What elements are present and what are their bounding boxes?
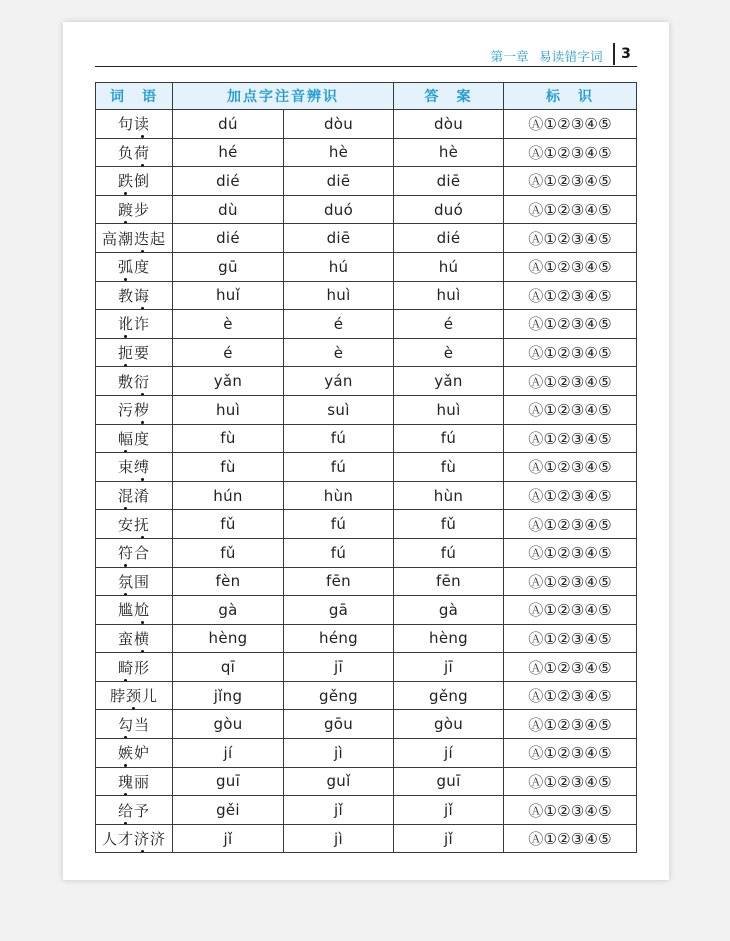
word-text: 蛮横 [117,629,151,648]
table-row [96,395,637,424]
word-cell [96,796,173,825]
word-cell [96,710,173,739]
word-cell [96,224,173,253]
answer-cell: jǐ [394,796,504,825]
answer-cell: gěng [394,681,504,710]
choice-a-cell: huì [173,395,284,424]
answer-cell: fù [394,453,504,482]
mark-cell[interactable]: Ⓐ①②③④⑤ [504,138,637,167]
choice-a-cell: hún [173,481,284,510]
table-row [96,796,637,825]
mark-cell[interactable]: Ⓐ①②③④⑤ [504,110,637,139]
word-cell [96,424,173,453]
answer-cell: fǔ [394,510,504,539]
answer-cell: duó [394,195,504,224]
answer-cell: è [394,338,504,367]
choice-a-cell: gà [173,596,284,625]
word-text: 人才济济 [101,830,167,849]
table-row [96,281,637,310]
page-header [95,46,637,67]
answer-cell: diē [394,167,504,196]
mark-cell[interactable]: Ⓐ①②③④⑤ [504,281,637,310]
mark-cell[interactable]: Ⓐ①②③④⑤ [504,710,637,739]
table-row [96,338,637,367]
mark-cell[interactable]: Ⓐ①②③④⑤ [504,453,637,482]
answer-cell: gòu [394,710,504,739]
word-text: 敷衍 [117,372,151,391]
word-text: 混淆 [117,487,151,506]
word-cell [96,310,173,339]
chapter-label: 第一章 [490,49,529,64]
word-cell [96,252,173,281]
mark-cell[interactable]: Ⓐ①②③④⑤ [504,796,637,825]
header-word: 词 语 [96,83,173,110]
answer-cell: é [394,310,504,339]
word-text: 跌倒 [117,172,151,191]
choice-a-cell: dié [173,224,284,253]
word-cell [96,824,173,853]
choice-b-cell: huì [284,281,394,310]
choice-b-cell: fú [284,510,394,539]
choice-a-cell: jǐng [173,681,284,710]
header-mark: 标 识 [504,83,637,110]
table-row [96,167,637,196]
answer-cell: hè [394,138,504,167]
table-row [96,824,637,853]
choice-b-cell: dòu [284,110,394,139]
choice-b-cell: è [284,338,394,367]
choice-b-cell: diē [284,167,394,196]
word-text: 勾当 [117,715,151,734]
mark-cell[interactable]: Ⓐ①②③④⑤ [504,653,637,682]
word-text: 瑰丽 [117,772,151,791]
choice-b-cell: fú [284,538,394,567]
word-cell [96,767,173,796]
choice-b-cell: diē [284,224,394,253]
table-row [96,538,637,567]
table-row [96,224,637,253]
choice-a-cell: fù [173,453,284,482]
choice-b-cell: héng [284,624,394,653]
mark-cell[interactable]: Ⓐ①②③④⑤ [504,167,637,196]
word-cell [96,510,173,539]
choice-b-cell: jì [284,739,394,768]
page-number: 3 [613,43,637,65]
mark-cell[interactable]: Ⓐ①②③④⑤ [504,596,637,625]
word-cell [96,453,173,482]
answer-cell: jī [394,653,504,682]
table-header-row [96,83,637,110]
word-text: 符合 [117,544,151,563]
word-text: 讹诈 [117,315,151,334]
word-text: 扼要 [117,344,151,363]
answer-cell: dòu [394,110,504,139]
choice-b-cell: duó [284,195,394,224]
chapter-title [491,47,603,65]
table-row [96,367,637,396]
mark-cell[interactable]: Ⓐ①②③④⑤ [504,424,637,453]
word-text: 高潮迭起 [101,229,167,248]
mark-cell[interactable]: Ⓐ①②③④⑤ [504,624,637,653]
answer-cell: fú [394,424,504,453]
choice-b-cell: guǐ [284,767,394,796]
table-row [96,767,637,796]
choice-a-cell: dù [173,195,284,224]
answer-cell: gà [394,596,504,625]
word-text: 弧度 [117,258,151,277]
choice-b-cell: jì [284,824,394,853]
word-cell [96,624,173,653]
word-text: 幅度 [117,429,151,448]
choice-a-cell: fǔ [173,510,284,539]
mark-cell[interactable]: Ⓐ①②③④⑤ [504,195,637,224]
choice-b-cell: hùn [284,481,394,510]
word-text: 嫉妒 [117,744,151,763]
word-text: 教诲 [117,286,151,305]
choice-a-cell: è [173,310,284,339]
choice-a-cell: huǐ [173,281,284,310]
table-body [96,110,637,853]
table-row [96,681,637,710]
answer-cell: hú [394,252,504,281]
choice-b-cell: gěng [284,681,394,710]
mark-cell[interactable]: Ⓐ①②③④⑤ [504,310,637,339]
choice-a-cell: gòu [173,710,284,739]
word-cell [96,481,173,510]
word-text: 束缚 [117,458,151,477]
mark-cell[interactable]: Ⓐ①②③④⑤ [504,824,637,853]
word-text: 畸形 [117,658,151,677]
answer-cell: hèng [394,624,504,653]
word-cell [96,596,173,625]
word-text: 脖颈儿 [109,687,159,706]
choice-b-cell: gōu [284,710,394,739]
mark-cell[interactable]: Ⓐ①②③④⑤ [504,395,637,424]
choice-a-cell: hèng [173,624,284,653]
choice-a-cell: fǔ [173,538,284,567]
word-cell [96,167,173,196]
word-cell [96,281,173,310]
choice-a-cell: gū [173,252,284,281]
table-row [96,138,637,167]
answer-cell: fú [394,538,504,567]
word-text: 污秽 [117,401,151,420]
mark-cell[interactable]: Ⓐ①②③④⑤ [504,224,637,253]
table-row [96,252,637,281]
table-row [96,739,637,768]
choice-b-cell: fēn [284,567,394,596]
choice-a-cell: jǐ [173,824,284,853]
mark-cell[interactable]: Ⓐ①②③④⑤ [504,338,637,367]
answer-cell: huì [394,281,504,310]
choice-a-cell: qī [173,653,284,682]
answer-cell: fēn [394,567,504,596]
header-choices: 加点字注音辨识 [173,83,394,110]
word-text: 氛围 [117,572,151,591]
word-cell [96,739,173,768]
table-row [96,110,637,139]
word-cell [96,395,173,424]
document-page [63,22,669,880]
choice-a-cell: gěi [173,796,284,825]
mark-cell[interactable]: Ⓐ①②③④⑤ [504,510,637,539]
choice-a-cell: é [173,338,284,367]
table-row [96,710,637,739]
choice-a-cell: jí [173,739,284,768]
table-row [96,624,637,653]
mark-cell[interactable]: Ⓐ①②③④⑤ [504,367,637,396]
word-text: 句读 [117,115,151,134]
word-text: 踱步 [117,201,151,220]
mark-cell[interactable]: Ⓐ①②③④⑤ [504,567,637,596]
word-cell [96,653,173,682]
choice-a-cell: fèn [173,567,284,596]
answer-cell: yǎn [394,367,504,396]
choice-a-cell: dié [173,167,284,196]
mark-cell[interactable]: Ⓐ①②③④⑤ [504,252,637,281]
table-row [96,310,637,339]
word-text: 负荷 [117,143,151,162]
choice-b-cell: suì [284,395,394,424]
word-cell [96,195,173,224]
choice-a-cell: dú [173,110,284,139]
choice-a-cell: hé [173,138,284,167]
header-answer: 答 案 [394,83,504,110]
table-row [96,596,637,625]
mark-cell[interactable]: Ⓐ①②③④⑤ [504,538,637,567]
choice-b-cell: hú [284,252,394,281]
choice-a-cell: guī [173,767,284,796]
answer-cell: guī [394,767,504,796]
pronunciation-table [95,82,637,853]
choice-b-cell: yán [284,367,394,396]
word-cell [96,110,173,139]
table-row [96,567,637,596]
answer-cell: jǐ [394,824,504,853]
answer-cell: huì [394,395,504,424]
choice-b-cell: é [284,310,394,339]
choice-b-cell: fú [284,424,394,453]
table-row [96,653,637,682]
word-cell [96,567,173,596]
mark-cell[interactable]: Ⓐ①②③④⑤ [504,481,637,510]
word-cell [96,138,173,167]
answer-cell: jí [394,739,504,768]
word-cell [96,681,173,710]
answer-cell: hùn [394,481,504,510]
word-cell [96,538,173,567]
table-row [96,453,637,482]
table-row [96,424,637,453]
word-cell [96,338,173,367]
choice-b-cell: fú [284,453,394,482]
word-text: 安抚 [117,515,151,534]
choice-b-cell: jǐ [284,796,394,825]
choice-b-cell: jī [284,653,394,682]
table-row [96,481,637,510]
choice-a-cell: fù [173,424,284,453]
mark-cell[interactable]: Ⓐ①②③④⑤ [504,681,637,710]
word-text: 给予 [117,801,151,820]
choice-b-cell: hè [284,138,394,167]
table-row [96,195,637,224]
table-row [96,510,637,539]
answer-cell: dié [394,224,504,253]
mark-cell[interactable]: Ⓐ①②③④⑤ [504,739,637,768]
choice-a-cell: yǎn [173,367,284,396]
section-label: 易读错字词 [538,49,603,64]
mark-cell[interactable]: Ⓐ①②③④⑤ [504,767,637,796]
word-text: 尴尬 [117,601,151,620]
choice-b-cell: gā [284,596,394,625]
word-cell [96,367,173,396]
